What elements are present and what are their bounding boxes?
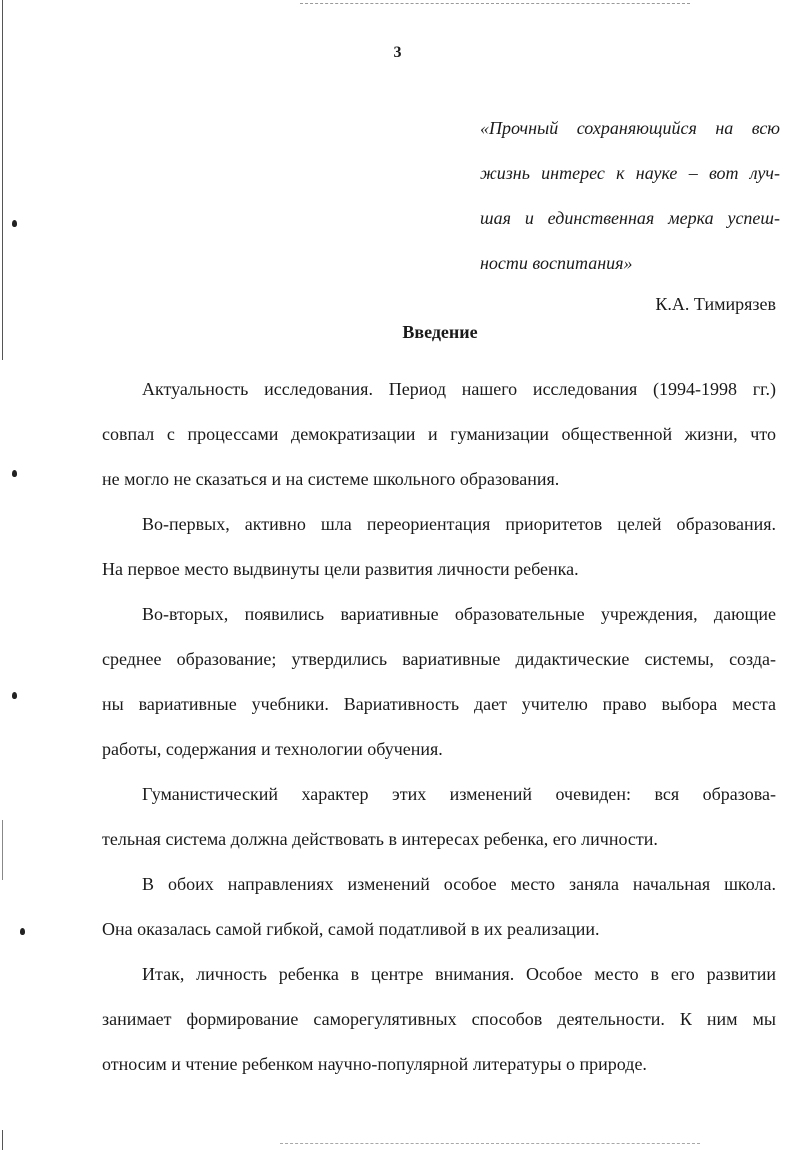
text-line: среднее образование; утвердились вариативные дидактические системы, созда- bbox=[102, 649, 776, 669]
epigraph-author: К.А. Тимирязев bbox=[655, 294, 776, 314]
text-line: Во-вторых, появились вариативные образовательные учреждения, дающие bbox=[142, 604, 776, 624]
binding-hole-mark bbox=[12, 692, 17, 699]
text-line: работы, содержания и технологии обучения. bbox=[102, 739, 443, 759]
epigraph-line: «Прочный сохраняющийся на всю bbox=[480, 118, 780, 138]
text-line: Во-первых, активно шла переориентация приоритетов целей образования. bbox=[142, 514, 776, 534]
epigraph-line: шая и единственная мерка успеш- bbox=[480, 208, 780, 228]
scan-edge-left-lower bbox=[2, 820, 3, 880]
epigraph-line: ности воспитания» bbox=[480, 253, 633, 273]
section-heading: Введение bbox=[402, 322, 478, 342]
page-number: 3 bbox=[393, 44, 402, 61]
text-line: не могло не сказаться и на системе школьного образования. bbox=[102, 469, 560, 489]
text-line: Гуманистический характер этих изменений очевиден: вся образова- bbox=[142, 784, 776, 804]
text-line: Итак, личность ребенка в центре внимания. Особое место в его развитии bbox=[142, 964, 776, 984]
text-line: занимает формирование саморегулятивных способов деятельности. К ним мы bbox=[102, 1009, 776, 1029]
scan-edge-left-bottom bbox=[2, 1130, 3, 1150]
text-line: относим и чтение ребенком научно-популярной литературы о природе. bbox=[102, 1054, 647, 1074]
text-line: Она оказалась самой гибкой, самой податливой в их реализации. bbox=[102, 919, 600, 939]
scan-artifact-top bbox=[300, 3, 690, 4]
text-line: ны вариативные учебники. Вариативность дает учителю право выбора места bbox=[102, 694, 776, 714]
text-line: совпал с процессами демократизации и гуманизации общественной жизни, что bbox=[102, 424, 776, 444]
binding-hole-mark bbox=[12, 220, 17, 227]
binding-hole-mark bbox=[20, 928, 25, 935]
epigraph bbox=[480, 106, 780, 286]
text-line: тельная система должна действовать в интересах ребенка, его личности. bbox=[102, 829, 658, 849]
text-line: В обоих направлениях изменений особое место заняла начальная школа. bbox=[142, 874, 776, 894]
text-line: Актуальность исследования. Период нашего исследования (1994-1998 гг.) bbox=[142, 379, 776, 399]
binding-hole-mark bbox=[12, 470, 17, 477]
body-text bbox=[102, 367, 776, 1087]
epigraph-line: жизнь интерес к науке – вот луч- bbox=[480, 163, 780, 183]
scan-artifact-bottom bbox=[280, 1143, 700, 1144]
text-line: На первое место выдвинуты цели развития личности ребенка. bbox=[102, 559, 579, 579]
